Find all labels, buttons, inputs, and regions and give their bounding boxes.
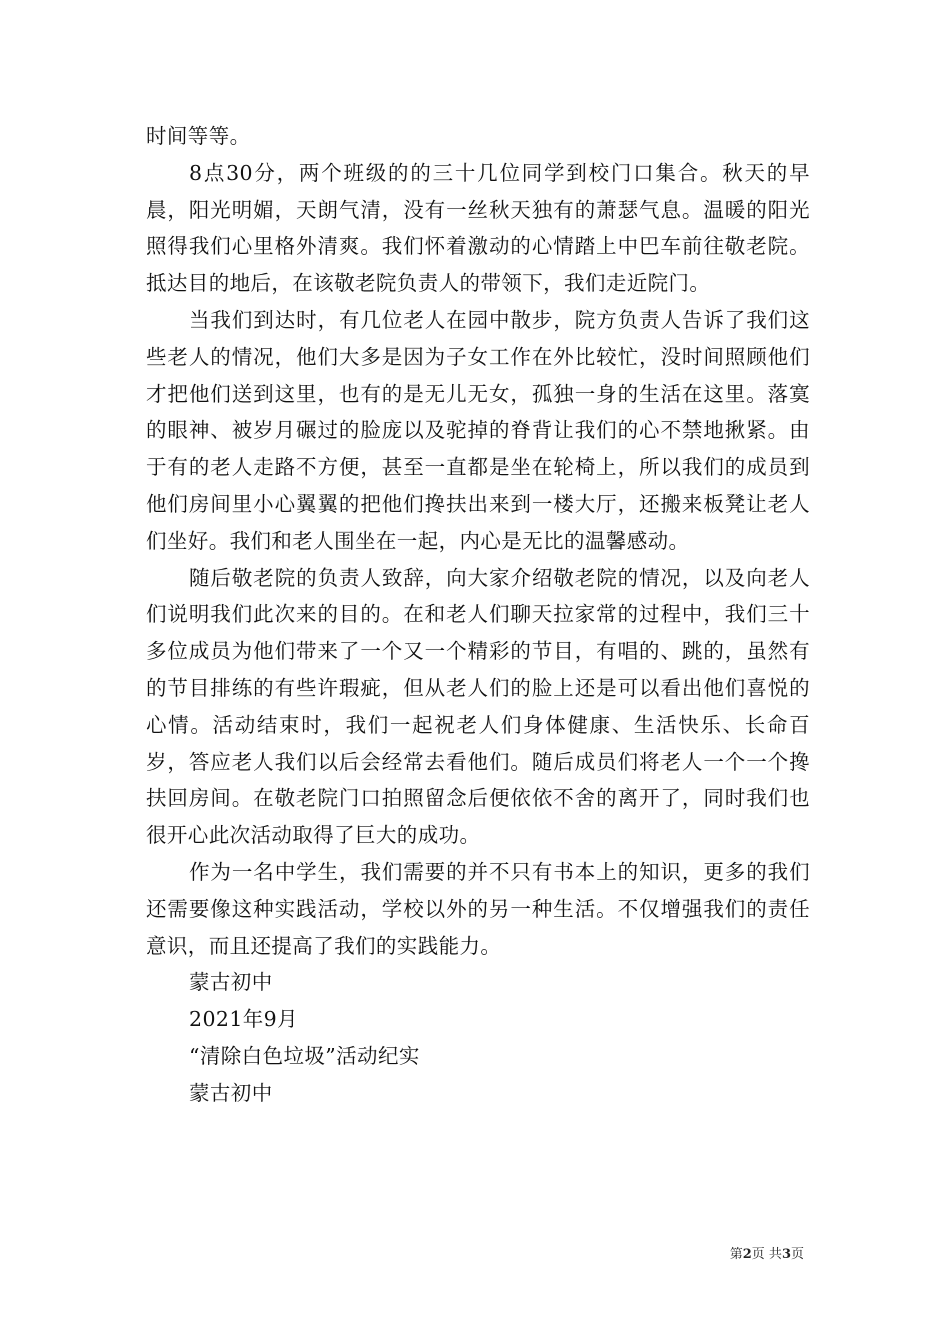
signature-school: 蒙古初中	[189, 970, 273, 995]
paragraph-reflection: 作为一名中学生，我们需要的并不只有书本上的知识，更多的我们还需要像这种实践活动，学校以外的另一种生活。不仅增强我们的责任意识，而且还提高了我们的实践能力。	[146, 859, 810, 958]
next-article-title: “清除白色垃圾”活动纪实	[189, 1043, 420, 1068]
footer-suffix: 页	[790, 1247, 804, 1262]
paragraph-arrival: 当我们到达时，有几位老人在园中散步，院方负责人告诉了我们这些老人的情况，他们大多是因为子女工作在外比较忙，没时间照顾他们才把他们送到这里，也有的是无儿无女，孤独一身的生活在这里。落寞的眼神、被岁月碾过的脸庞以及驼掉的脊背让我们的心不禁地揪紧。由于有的老人走路不方便，甚至一直都是坐在轮椅上，所以我们的成员到他们房间里小心翼翼的把他们搀扶出来到一楼大厅，还搬来板凳让老人们坐好。我们和老人围坐在一起，内心是无比的温馨感动。	[146, 307, 810, 553]
footer-prefix: 第	[729, 1247, 743, 1262]
footer-middle: 页 共	[751, 1247, 782, 1262]
paragraph-continuation: 时间等等。	[146, 124, 251, 148]
footer-total-pages: 3	[781, 1247, 791, 1262]
paragraph-activity: 随后敬老院的负责人致辞，向大家介绍敬老院的情况，以及向老人们说明我们此次来的目的。在和老人们聊天拉家常的过程中，我们三十多位成员为他们带来了一个又一个精彩的节目，有唱的、跳的，虽然有的节目排练的有些许瑕疵，但从老人们的脸上还是可以看出他们喜悦的心情。活动结束时，我们一起祝老人们身体健康、生活快乐、长命百岁，答应老人我们以后会经常去看他们。随后成员们将老人一个一个搀扶回房间。在敬老院门口拍照留念后便依依不舍的离开了，同时我们也很开心此次活动取得了巨大的成功。	[146, 565, 810, 848]
next-article-school: 蒙古初中	[189, 1080, 273, 1105]
signature-date: 2021年9月	[189, 1007, 299, 1032]
page-footer	[730, 1247, 804, 1263]
paragraph-gathering: 8点30分，两个班级的的三十几位同学到校门口集合。秋天的早晨，阳光明媚，天朗气清，没有一丝秋天独有的萧瑟气息。温暖的阳光照得我们心里格外清爽。我们怀着激动的心情踏上中巴车前往敬老院。抵达目的地后，在该敬老院负责人的带领下，我们走近院门。	[146, 160, 810, 296]
footer-page-number: 2	[742, 1247, 752, 1262]
document-body	[146, 118, 810, 1112]
